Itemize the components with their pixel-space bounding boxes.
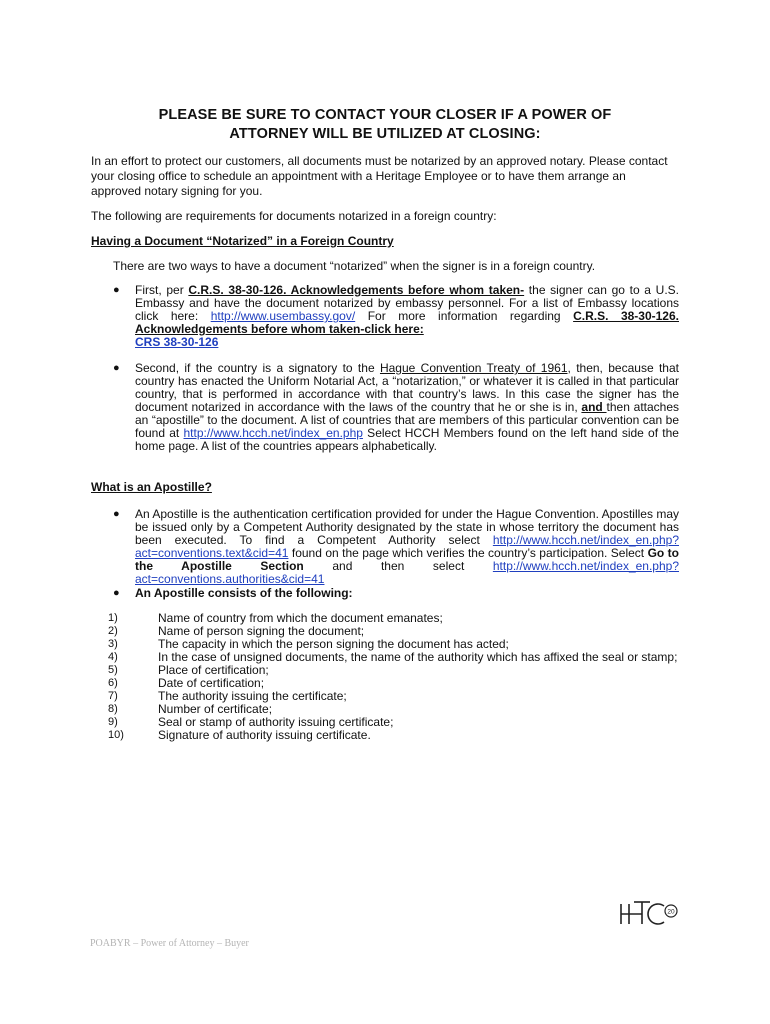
- list-item-apostille-definition: [113, 508, 679, 586]
- list-number: 7): [108, 690, 118, 702]
- logo-badge-text: 20: [667, 908, 675, 916]
- list-text: The authority issuing the certificate;: [158, 689, 347, 703]
- list-text: Name of person signing the document;: [158, 624, 365, 638]
- apostille-consists-label: An Apostille consists of the following:: [135, 586, 353, 600]
- crs-statute-label-2: C.R.S. 38-30-126. Acknowledgements before whom taken-click here:: [135, 309, 679, 336]
- list-number: 4): [108, 651, 118, 663]
- list-text: Date of certification;: [158, 676, 265, 690]
- list-item: [108, 729, 678, 742]
- list-item-second-way: [113, 362, 679, 453]
- list-text: Place of certification;: [158, 663, 269, 677]
- title-line-2: ATTORNEY WILL BE UTILIZED AT CLOSING:: [229, 126, 541, 142]
- text: , then, because that country has enacted the Uniform Notarial Act, a “notarization,” or whatever it is called in that particular country, that is performed in accordance with that country’s laws. In this case the signer has the document notarized in accordance with the laws of the country that he or she is in,: [135, 361, 679, 414]
- text: Second, if the country is a signatory to the: [135, 361, 380, 375]
- hcch-home-link[interactable]: http://www.hcch.net/index_en.php: [183, 426, 363, 440]
- bullet-icon: ●: [113, 284, 120, 296]
- text: Select HCCH Members found on the left hand side of the home page. A list of the countries appears alphabetically.: [135, 426, 679, 453]
- list-number: 3): [108, 638, 118, 650]
- crs-statute-label: C.R.S. 38-30-126. Acknowledgements before whom taken-: [188, 283, 525, 297]
- list-number: 2): [108, 625, 118, 637]
- intro-paragraph: In an effort to protect our customers, all documents must be notarized by an approved notary. Please contact your closing office to schedule an appointment with a Heritage Employee or to have them arrange an approved notary signing for you.: [91, 154, 668, 198]
- list-number: 10): [108, 729, 124, 741]
- text: then attaches an “apostille” to the document. A list of countries that are members of this particular convention can be found at: [135, 400, 680, 440]
- footer-text: POABYR – Power of Attorney – Buyer: [90, 938, 249, 949]
- list-number: 6): [108, 677, 118, 689]
- list-number: 5): [108, 664, 118, 676]
- text: the signer can go to a U.S. Embassy and have the document notarized by embassy personnel. For a list of Embassy locations click here:: [135, 283, 680, 323]
- section1-lead: There are two ways to have a document “notarized” when the signer is in a foreign country.: [113, 259, 596, 273]
- list-number: 1): [108, 612, 118, 624]
- list-text: In the case of unsigned documents, the name of the authority which has affixed the seal or stamp;: [158, 650, 678, 664]
- apostille-section-label: Go to the Apostille Section: [135, 546, 679, 573]
- text: found on the page which verifies the country’s participation. Select: [288, 546, 648, 560]
- bullet-icon: ●: [113, 362, 120, 374]
- hcch-authorities-link[interactable]: http://www.hcch.net/index_en.php?act=conventions.authorities&cid=41: [135, 559, 679, 586]
- text: and then select: [303, 559, 493, 573]
- text: An Apostille is the authentication certification provided for under the Hague Convention. Apostilles may be issued only by a Competent Authority designated by the state in whose territory the document has been executed. To find a Competent Authority select: [135, 507, 679, 547]
- list-number: 9): [108, 716, 118, 728]
- usembassy-link[interactable]: http://www.usembassy.gov/: [210, 309, 356, 323]
- list-text: Seal or stamp of authority issuing certificate;: [158, 715, 394, 729]
- crs-38-30-126-link[interactable]: CRS 38-30-126: [135, 335, 219, 349]
- list-text: Number of certificate;: [158, 702, 273, 716]
- bullet-icon: ●: [113, 587, 120, 599]
- page-title: [90, 106, 680, 144]
- list-item-first-way: [113, 284, 679, 349]
- section-heading-apostille: What is an Apostille?: [91, 480, 212, 494]
- list-text: Name of country from which the document emanates;: [158, 611, 443, 625]
- text: First, per: [135, 283, 189, 297]
- hague-convention-label: Hague Convention Treaty of 1961: [379, 361, 568, 375]
- htc-logo-icon: [618, 896, 682, 928]
- text: For more information regarding: [355, 309, 574, 323]
- requirements-paragraph: The following are requirements for documents notarized in a foreign country:: [91, 209, 497, 223]
- hcch-conventions-text-link[interactable]: http://www.hcch.net/index_en.php?act=conventions.text&cid=41: [135, 533, 679, 560]
- list-text: Signature of authority issuing certificate.: [158, 728, 371, 742]
- list-item-apostille-consists: [113, 587, 679, 600]
- bullet-icon: ●: [113, 508, 120, 520]
- and-emphasis: and: [581, 400, 607, 414]
- title-line-1: PLEASE BE SURE TO CONTACT YOUR CLOSER IF A POWER OF: [158, 107, 612, 123]
- list-text: The capacity in which the person signing the document has acted;: [158, 637, 509, 651]
- list-number: 8): [108, 703, 118, 715]
- section-heading-notarized: Having a Document “Notarized” in a Foreign Country: [91, 234, 394, 248]
- apostille-contents-list: [108, 612, 678, 742]
